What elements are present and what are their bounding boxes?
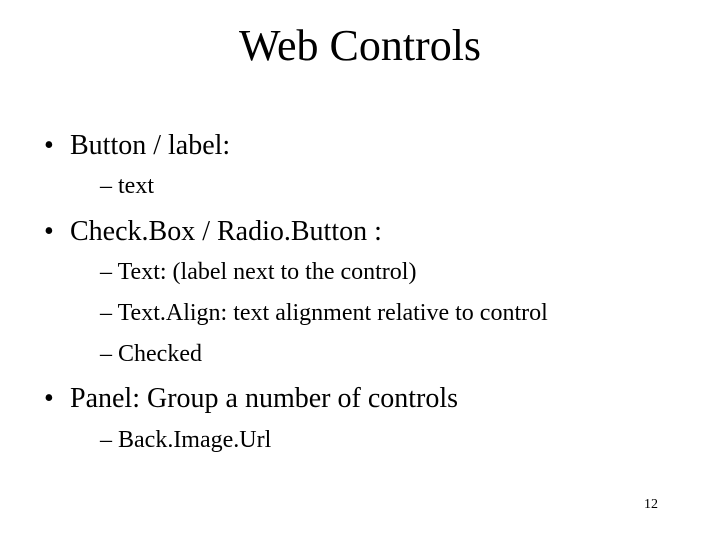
bullet-item bbox=[44, 128, 230, 164]
slide-title: Web Controls bbox=[238, 21, 482, 70]
sub-item: – Back.Image.Url bbox=[100, 427, 272, 453]
bullet-text: Button / label: bbox=[70, 130, 231, 161]
bullet-text: Panel: Group a number of controls bbox=[70, 383, 459, 414]
bullet-item bbox=[44, 214, 382, 250]
bullet-text: Check.Box / Radio.Button : bbox=[70, 216, 382, 247]
page-number: 12 bbox=[644, 497, 658, 512]
bullet-marker: • bbox=[44, 216, 54, 247]
sub-item: – text bbox=[100, 173, 154, 199]
sub-item: – Text.Align: text alignment relative to control bbox=[100, 300, 548, 326]
bullet-marker: • bbox=[44, 130, 54, 161]
sub-item: – Checked bbox=[100, 341, 202, 367]
sub-item: – Text: (label next to the control) bbox=[100, 259, 417, 285]
bullet-item bbox=[44, 381, 458, 417]
bullet-marker: • bbox=[44, 383, 54, 414]
